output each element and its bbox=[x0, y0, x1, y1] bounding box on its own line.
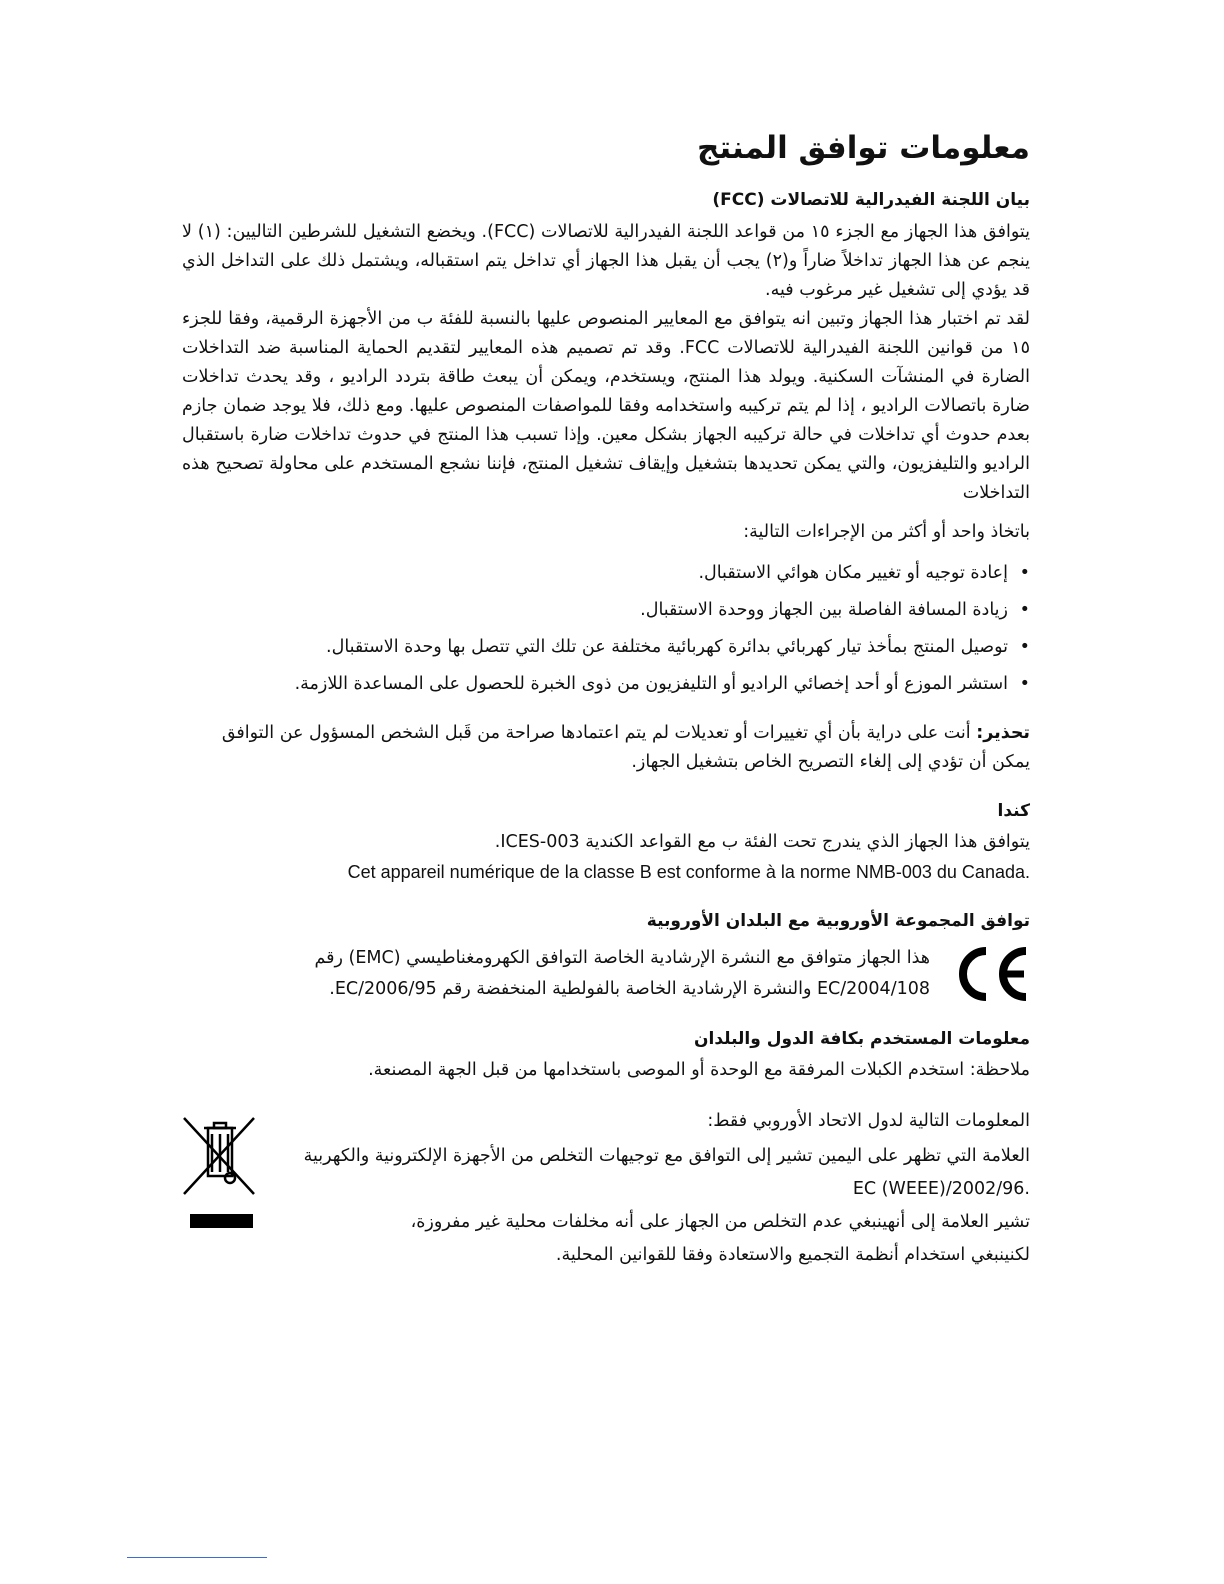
weee-text-line: العلامة التي تظهر على اليمين تشير إلى التوافق مع توجيهات التخلص من الأجهزة الإلكترونية والكهربية bbox=[303, 1146, 1030, 1167]
fcc-measures-intro: باتخاذ واحد أو أكثر من الإجراءات التالية: bbox=[743, 521, 1030, 542]
weee-collection-line: لكنينبغي استخدام أنظمة التجميع والاستعادة وفقا للقوانين المحلية. bbox=[555, 1245, 1030, 1266]
canada-text-french: Cet appareil numérique de la classe B est conforme à la norme NMB-003 du Canada. bbox=[347, 862, 1030, 883]
fcc-paragraph-conditions: يتوافق هذا الجهاز مع الجزء ١٥ من قواعد اللجنة الفيدرالية للاتصالات (FCC). ويخضع التشغيل للشرطين التاليين: (١) لا ينجم عن هذا الجهاز تداخلاً ضاراً و(٢) يجب أن يقبل هذا الجهاز أي تداخل يتم استقباله، ويشتمل ذلك على التداخل الذي قد يؤدي إلى تشغيل غير مرغوب فيه. bbox=[182, 221, 1031, 300]
list-item: • استشر الموزع أو أحد إخصائي الراديو أو التليفزيون من ذوى الخبرة للحصول على المساعدة اللازمة. bbox=[182, 666, 1008, 703]
eu-emc-line: هذا الجهاز متوافق مع النشرة الإرشادية الخاصة التوافق الكهرومغناطيسي (EMC) رقم bbox=[314, 947, 930, 968]
ce-mark-icon bbox=[952, 945, 1030, 1003]
list-item: • إعادة توجيه أو تغيير مكان هوائي الاستقبال. bbox=[182, 555, 1008, 592]
user-info-heading: معلومات المستخدم بكافة الدول والبلدان bbox=[693, 1028, 1030, 1049]
eu-heading: توافق المجموعة الأوروبية مع البلدان الأوروبية bbox=[646, 911, 1030, 932]
page-title: معلومات توافق المنتج bbox=[697, 130, 1030, 166]
weee-disposal-line: تشير العلامة إلى أنهينبغي عدم التخلص من الجهاز على أنه مخلفات محلية غير مفروزة، bbox=[410, 1212, 1030, 1233]
cables-note: ملاحظة: استخدم الكبلات المرفقة مع الوحدة أو الموصى باستخدامها من قبل الجهة المصنعة. bbox=[368, 1060, 1030, 1081]
list-item: • توصيل المنتج بمأخذ تيار كهربائي بدائرة كهربائية مختلفة عن تلك التي تتصل بها وحدة الاستقبال. bbox=[182, 629, 1008, 666]
eu-lvd-line: 2004/108/EC والنشرة الإرشادية الخاصة بالفولطية المنخفضة رقم 2006/95/EC. bbox=[329, 978, 930, 999]
list-item: • زيادة المسافة الفاصلة بين الجهاز ووحدة الاستقبال. bbox=[182, 592, 1008, 629]
fcc-warning bbox=[182, 719, 1030, 777]
weee-directive-line: .2002/96/EC (WEEE) bbox=[852, 1179, 1030, 1200]
canada-heading: كندا bbox=[997, 800, 1030, 821]
warning-text: أنت على دراية بأن أي تغييرات أو تعديلات لم يتم اعتمادها صراحة من قَبل الشخص المسؤول عن التوافق يمكن أن تؤدي إلى إلغاء التصريح الخاص بتشغيل الجهاز. bbox=[221, 722, 1030, 772]
eu-only-intro: المعلومات التالية لدول الاتحاد الأوروبي فقط: bbox=[707, 1111, 1030, 1132]
fcc-measures-list bbox=[182, 555, 1030, 703]
fcc-paragraph-class-b: لقد تم اختبار هذا الجهاز وتبين انه يتوافق مع المعايير المنصوص عليها بالنسبة للفئة ب من الأجهزة الرقمية، وفقا للجزء ١٥ من قوانين اللجنة الفيدرالية للاتصالات FCC. وقد تم تصميم هذه المعايير لتقديم الحماية المناسبة ضد التداخلات الضارة في المنشآت السكنية. ويولد هذا المنتج، ويستخدم، ويمكن أن يبعث طاقة بتردد الراديو ، وقد يحدث تداخلات ضارة باتصالات الراديو ، إذا لم يتم تركيبه واستخدامه وفقا للمواصفات المنصوص عليها. ومع ذلك، فلا يوجد ضمان جازم بعدم حدوث أي تداخلات في حالة تركيبه الجهاز بشكل معين. وإذا تسبب هذا المنتج في حدوث تداخلات ضارة باستقبال الراديو والتليفزيون، والتي يمكن تحديدها بتشغيل وإيقاف تشغيل المنتج، فإننا نشجع المستخدم على محاولة تصحيح هذه التداخلات bbox=[182, 308, 1030, 503]
canada-text-arabic: يتوافق هذا الجهاز الذي يندرج تحت الفئة ب مع القواعد الكندية ICES-003. bbox=[494, 832, 1030, 853]
footer-rule bbox=[127, 1557, 267, 1558]
warning-label: تحذير: bbox=[976, 722, 1030, 743]
ce-declaration bbox=[182, 943, 1030, 1005]
crossed-out-bin-icon bbox=[182, 1090, 256, 1200]
weee-underline-bar bbox=[190, 1214, 253, 1228]
compliance-document bbox=[182, 128, 1030, 1270]
fcc-heading: بيان اللجنة الفيدرالية للاتصالات (FCC) bbox=[712, 190, 1030, 211]
